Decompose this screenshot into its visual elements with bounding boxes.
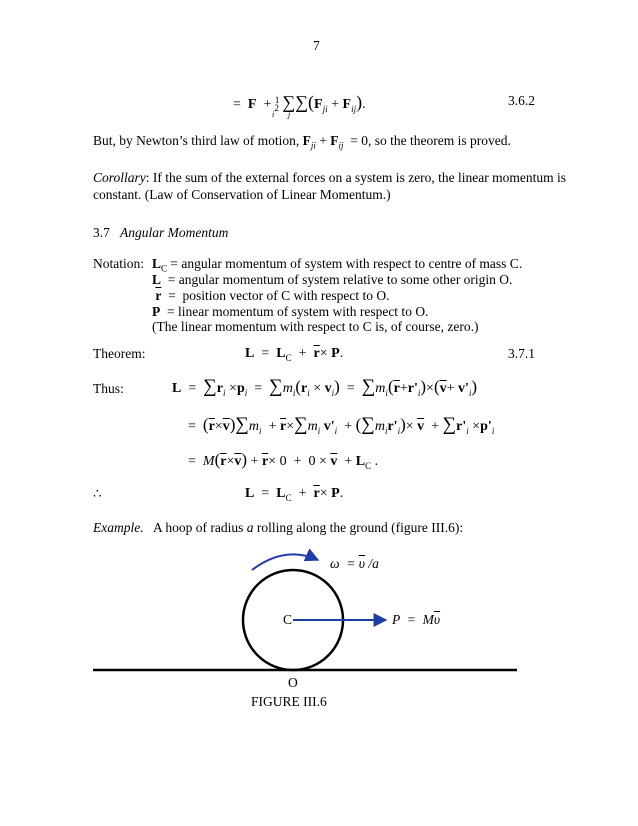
example-text: A hoop of radius a rolling along the ground (figure III.6): [153, 520, 464, 535]
origin-label-o: O [288, 675, 298, 690]
notation-label: Notation: [93, 256, 144, 271]
notation-line-3: $\overline{r}$ = position vector of C with respect to O. [155, 288, 390, 303]
rotation-arrow [252, 554, 318, 570]
corollary-line-2: constant. (Law of Conservation of Linear Momentum.) [93, 187, 391, 202]
section-number: 3.7 [93, 225, 110, 240]
figure-caption: FIGURE III.6 [251, 694, 327, 709]
equation-3-6-2: = F + $^1_2$ $\sum\sum(F_{ji} + F_{ij})$. [233, 92, 366, 114]
thus-line-2: = $(\overline{r}\times\overline{v})\sum m_i + \overline{r}\times\sum m_i$ $v'_i + (\sum m_ir'_i)\times \overline{v} + \sum r'_i \times p'_i$ [188, 414, 495, 436]
notation-line-2: L = angular momentum of system relative to some other origin O. [152, 272, 513, 287]
corollary-label: Corollary [93, 170, 146, 185]
center-label-c: C [283, 612, 293, 627]
section-title: Angular Momentum [120, 225, 229, 240]
theorem-equation: $L = L_C + \overline{r}\times P$. [245, 346, 344, 363]
thus-line-1: $L = \sum r_i \times p_i = \sum m_i(r_i \times v_i) = \sum m_i(\overline{r}+r'_i)\times(\overline{v}+ v'_i)$ [172, 376, 478, 398]
therefore-equation: $L = L_C + \overline{r}\times P$. [245, 486, 344, 503]
therefore-symbol: ∴ [93, 486, 102, 501]
equation-number-3-6-2: 3.6.2 [508, 93, 535, 108]
momentum-label: $P = M\overline{\upsilon}$ [392, 612, 441, 627]
omega-label: $\omega = \overline{\upsilon}$ /a [330, 556, 379, 571]
sum-index-j: j [288, 110, 291, 119]
page-number: 7 [313, 38, 320, 53]
sum-index-i: i [272, 110, 275, 119]
notation-line-5: (The linear momentum with respect to C is, of course, zero.) [152, 319, 479, 334]
thus-line-3: = $M(\overline{r}\times\overline{v}) + \overline{r}\times 0 + 0 \times \overline{v} + L_C$ . [188, 450, 379, 471]
thus-label: Thus: [93, 381, 124, 396]
theorem-label: Theorem: [93, 346, 146, 361]
example-label: Example. [93, 520, 144, 535]
corollary-line-1: Corollary: If the sum of the external forces on a system is zero, the linear momentum is [93, 170, 567, 185]
notation-line-4: P = linear momentum of system with respect to O. [152, 304, 429, 319]
notation-line-1: $L_C$ = angular momentum of system with respect to centre of mass C. [152, 256, 523, 274]
equation-number-3-7-1: 3.7.1 [508, 346, 535, 361]
newton-third-law-line: But, by Newton’s third law of motion, $F_{ji} + F_{ij} = 0$, so the theorem is proved. [93, 133, 511, 151]
